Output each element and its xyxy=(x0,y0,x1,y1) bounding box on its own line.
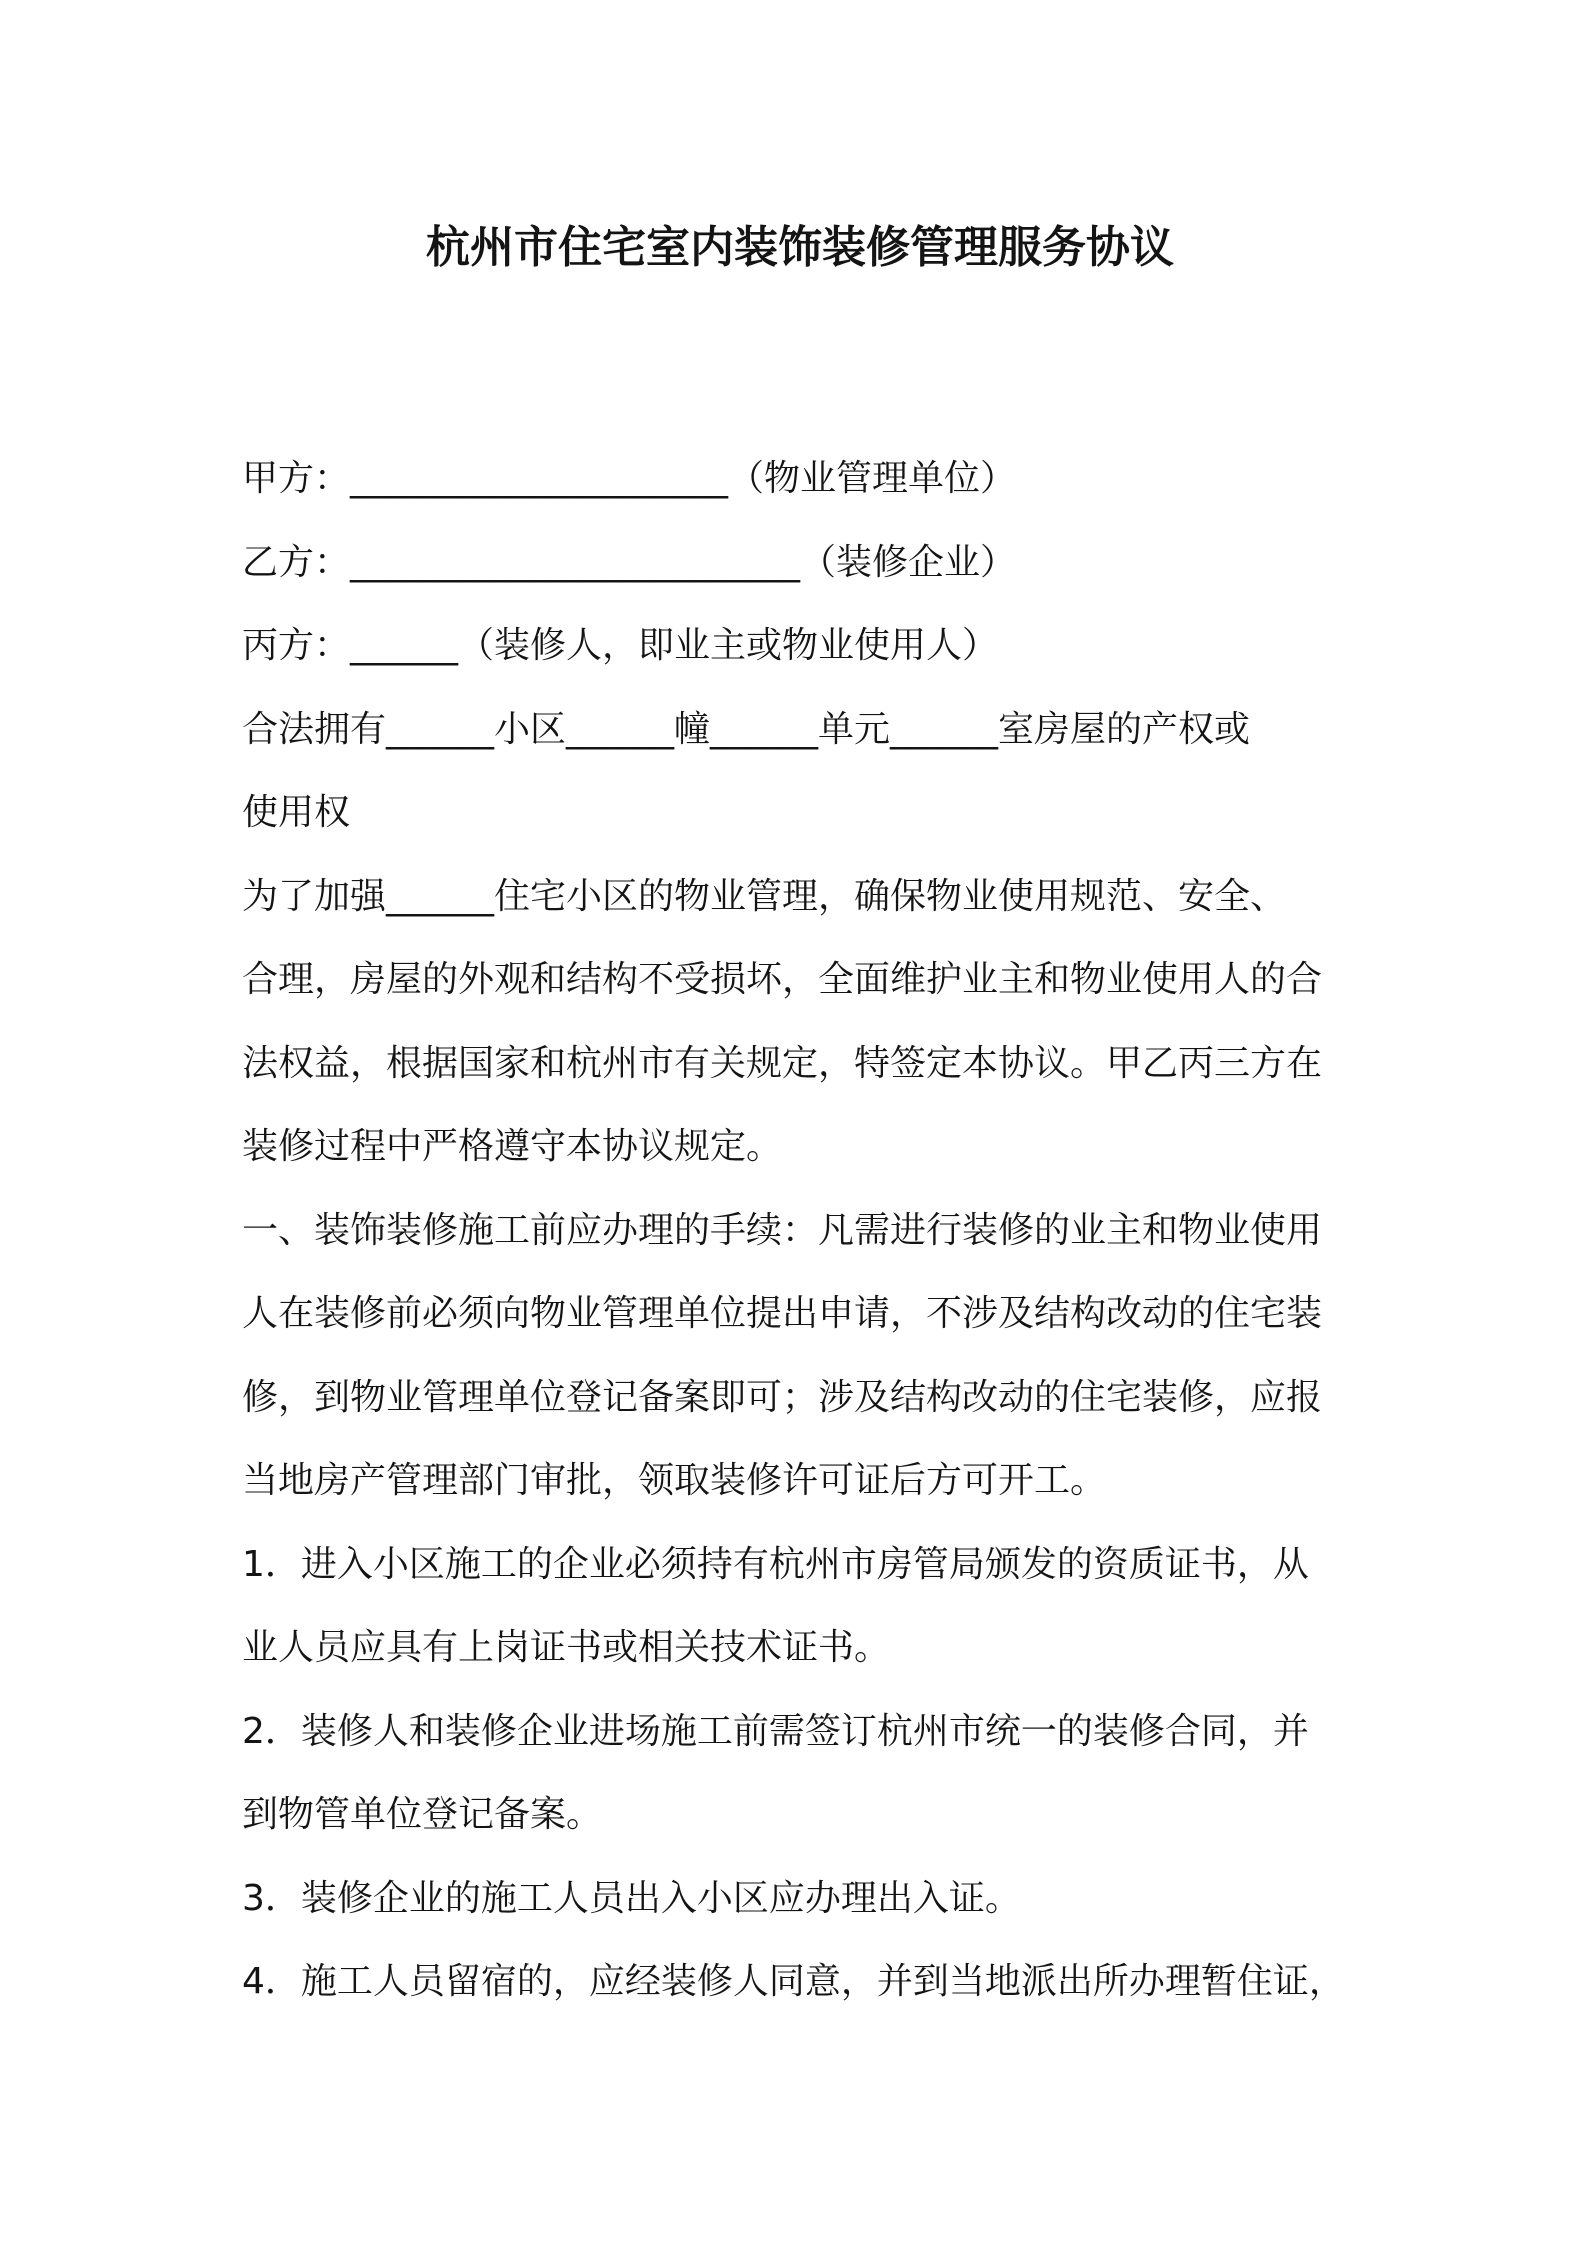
document-body xyxy=(242,437,1542,2024)
preamble-line: 合理，房屋的外观和结构不受损坏，全面维护业主和物业使用人的合 xyxy=(242,959,1323,1000)
party-c-line: 丙方：______（装修人，即业主或物业使用人） xyxy=(242,625,999,666)
property-line-cont: 使用权 xyxy=(242,792,351,833)
clause-4-line: 4．施工人员留宿的，应经装修人同意，并到当地派出所办理暂住证， xyxy=(242,1961,1345,2002)
clause-1-line: 1．进入小区施工的企业必须持有杭州市房管局颁发的资质证书，从 xyxy=(242,1543,1309,1585)
party-a-line: 甲方：_____________________（物业管理单位） xyxy=(242,458,1017,499)
section-1-line: 人在装修前必须向物业管理单位提出申请，不涉及结构改动的住宅装 xyxy=(242,1293,1323,1334)
document-title: 杭州市住宅室内装饰装修管理服务协议 xyxy=(426,222,1174,273)
preamble-line: 为了加强______住宅小区的物业管理，确保物业使用规范、安全、 xyxy=(242,875,1287,917)
clause-2-line: 到物管单位登记备案。 xyxy=(242,1794,603,1835)
section-1-line: 当地房产管理部门审批，领取装修许可证后方可开工。 xyxy=(242,1460,1107,1501)
preamble-line: 法权益，根据国家和杭州市有关规定，特签定本协议。甲乙丙三方在 xyxy=(242,1042,1323,1084)
clause-1-line: 业人员应具有上岗证书或相关技术证书。 xyxy=(242,1627,891,1668)
property-line: 合法拥有______小区______幢______单元______室房屋的产权或 xyxy=(242,708,1251,750)
section-1-line: 修，到物业管理单位登记备案即可；涉及结构改动的住宅装修，应报 xyxy=(242,1376,1323,1418)
section-1-line: 一、装饰装修施工前应办理的手续：凡需进行装修的业主和物业使用 xyxy=(242,1209,1323,1251)
party-b-line: 乙方：_________________________（装修企业） xyxy=(242,541,1017,583)
clause-2-line: 2．装修人和装修企业进场施工前需签订杭州市统一的装修合同，并 xyxy=(242,1710,1309,1752)
clause-3-line: 3．装修企业的施工人员出入小区应办理出入证。 xyxy=(242,1877,1021,1919)
preamble-line: 装修过程中严格遵守本协议规定。 xyxy=(242,1126,783,1167)
